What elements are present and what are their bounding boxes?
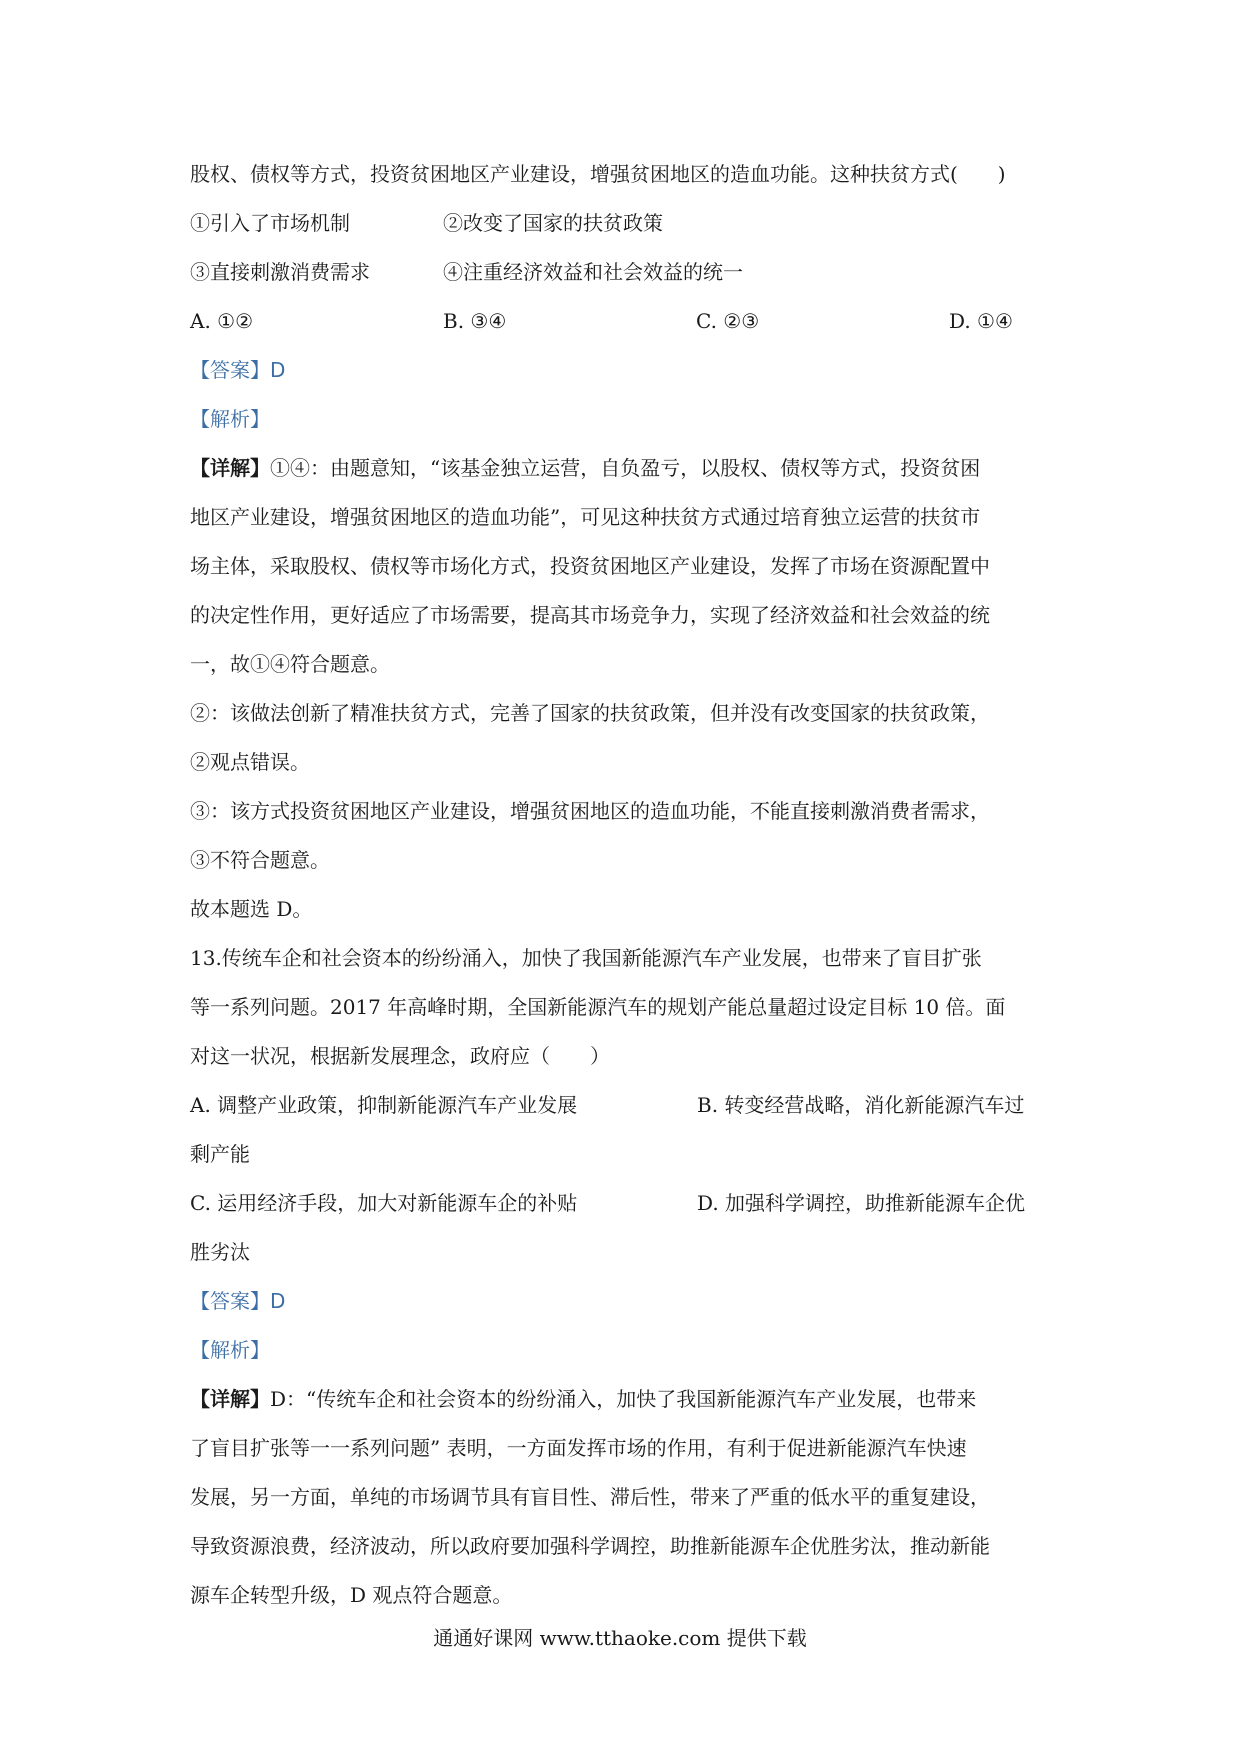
answer-tag: 【答案】 [190,1289,270,1313]
q12-detail-line: 故本题选 D。 [190,897,313,921]
detail-tag: 【详解】 [190,1387,270,1411]
q13-option-c: C. 运用经济手段，加大对新能源车企的补贴 [190,1191,578,1215]
q13-option-b: B. 转变经营战略，消化新能源汽车过 [697,1093,1025,1117]
detail-tag: 【详解】 [190,456,270,480]
page-footer: 通通好课网 www.tthaoke.com 提供下载 [433,1626,807,1650]
q12-statement: ①引入了市场机制 [190,211,350,235]
q12-statement: ③直接刺激消费需求 [190,260,370,284]
q12-detail-line: ②观点错误。 [190,750,310,774]
q13-option-a: A. 调整产业政策，抑制新能源汽车产业发展 [190,1093,578,1117]
q12-analysis [190,395,1060,444]
q12-statement-row [190,199,1060,248]
q12-option-a: A. ①② [190,309,254,333]
q12-answer [190,346,1060,395]
answer-value: D [270,1289,286,1313]
q13-detail-line [190,1375,1060,1424]
detail-text: ①④：由题意知，“该基金独立运营，自负盈亏，以股权、债权等方式，投资贫困 [270,456,981,480]
document-body [190,150,1060,1620]
q12-statement: ②改变了国家的扶贫政策 [443,211,663,235]
q12-detail-line: ②：该做法创新了精准扶贫方式，完善了国家的扶贫政策，但并没有改变国家的扶贫政策， [190,701,990,725]
q12-option-d: D. ①④ [949,309,1013,333]
q12-detail-line: 地区产业建设，增强贫困地区的造血功能”，可见这种扶贫方式通过培育独立运营的扶贫市 [190,505,981,529]
detail-text: D：“传统车企和社会资本的纷纷涌入，加快了我国新能源汽车产业发展，也带来 [270,1387,977,1411]
q13-option-b-cont: 剩产能 [190,1142,250,1166]
q13-detail-line: 了盲目扩张等一一系列问题” 表明，一方面发挥市场的作用，有利于促进新能源汽车快速 [190,1436,967,1460]
q12-detail-line: 场主体，采取股权、债权等市场化方式，投资贫困地区产业建设，发挥了市场在资源配置中 [190,554,990,578]
q13-option-row [190,1179,1060,1228]
q12-detail-line: ③：该方式投资贫困地区产业建设，增强贫困地区的造血功能，不能直接刺激消费者需求， [190,799,990,823]
q12-detail-line: 一，故①④符合题意。 [190,652,390,676]
q12-statement: ④注重经济效益和社会效益的统一 [443,260,743,284]
q13-detail-line: 导致资源浪费，经济波动，所以政府要加强科学调控，助推新能源车企优胜劣汰，推动新能 [190,1534,990,1558]
q12-detail-line [190,444,1060,493]
q12-option-c: C. ②③ [696,309,760,333]
q12-statement-row [190,248,1060,297]
q13-option-d: D. 加强科学调控，助推新能源车企优 [697,1191,1026,1215]
q13-stem-line: 13.传统车企和社会资本的纷纷涌入，加快了我国新能源汽车产业发展，也带来了盲目扩张 [190,946,982,970]
answer-tag: 【答案】 [190,358,270,382]
q12-option-b: B. ③④ [443,309,507,333]
q12-options [190,297,1060,346]
q13-stem-line: 等一系列问题。2017 年高峰时期，全国新能源汽车的规划产能总量超过设定目标 10 倍。面 [190,995,1006,1019]
q12-stem-line: 股权、债权等方式，投资贫困地区产业建设，增强贫困地区的造血功能。这种扶贫方式( ) [190,162,1006,186]
answer-value: D [270,358,286,382]
q13-option-row [190,1081,1060,1130]
q12-detail-line: ③不符合题意。 [190,848,330,872]
q12-detail-line: 的决定性作用，更好适应了市场需要，提高其市场竞争力，实现了经济效益和社会效益的统 [190,603,990,627]
q13-option-d-cont: 胜劣汰 [190,1240,250,1264]
q13-detail-line: 发展，另一方面，单纯的市场调节具有盲目性、滞后性，带来了严重的低水平的重复建设， [190,1485,990,1509]
analysis-tag: 【解析】 [190,1338,270,1362]
q13-detail-line: 源车企转型升级，D 观点符合题意。 [190,1583,513,1607]
q13-analysis [190,1326,1060,1375]
q13-stem-line: 对这一状况，根据新发展理念，政府应（ ） [190,1044,610,1068]
analysis-tag: 【解析】 [190,407,270,431]
q13-answer [190,1277,1060,1326]
